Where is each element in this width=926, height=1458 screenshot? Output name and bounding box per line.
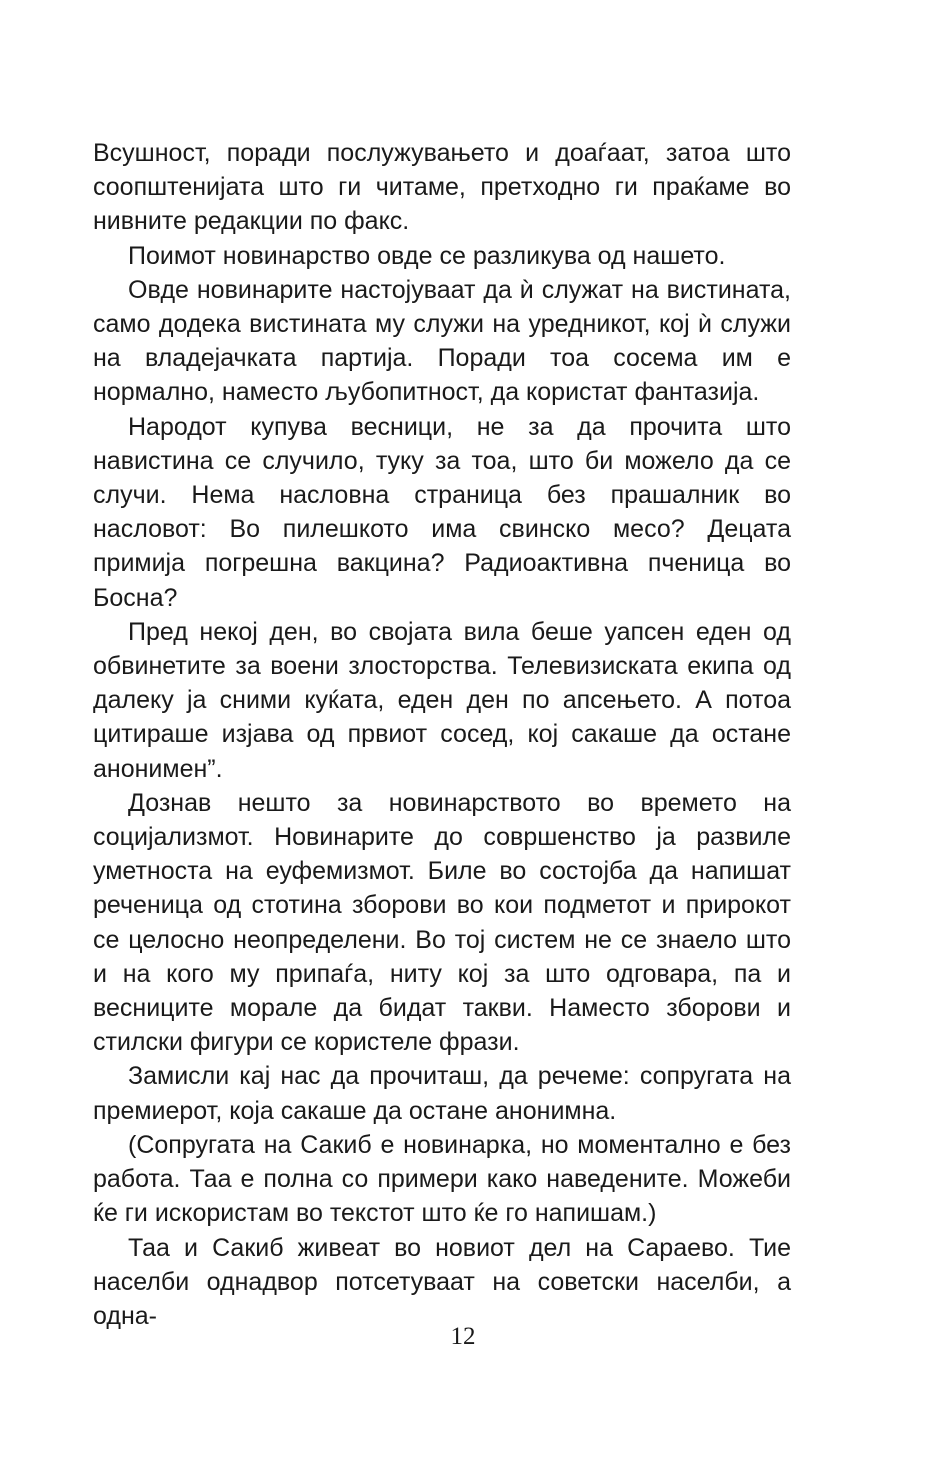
paragraph-6: Дознав нешто за новинарството во времето на социјализмот. Новинарите до совршенство ја развиле уметноста на еуфемизмот. Биле во состојба да напишат реченица од стотина зборови во кои подметот и прирокот се целосно неопределени. Во тој систем не се знаело што и на кого му припаѓа, ниту кој за што одговара, па и весниците морале да бидат такви. Наместо зборови и стилски фигури се користеле фрази.	[93, 788, 791, 1057]
paragraph-2: Поимот новинарство овде се разликува од нашето.	[128, 241, 726, 270]
paragraph-8: (Сопругата на Сакиб е новинарка, но моментално е без работа. Таа е полна со примери како наведените. Можеби ќе ги искористам во текстот што ќе го напишам.)	[93, 1130, 791, 1228]
paragraph-4: Народот купува весници, не за да прочита што навистина се случило, туку за тоа, што би можело да се случи. Нема насловна страница без прашалник во насловот: Во пилешкото има свинско месо? Децата примија погрешна вакцина? Радиоактивна пченица во Босна?	[93, 412, 791, 612]
paragraph-7: Замисли кај нас да прочиташ, да речеме: сопругата на премиерот, која сакаше да остане анонимна.	[93, 1062, 791, 1125]
paragraph-5: Пред некој ден, во својата вила беше уапсен еден од обвинетите за воени злосторства. Телевизиската екипа од далеку ја сними куќата, еден ден по апсењето. А потоа цитираше изјава од првиот сосед, кој сакаше да остане анонимен”.	[93, 617, 791, 783]
paragraph-1: Всушност, поради послужувањето и доаѓаат, затоа што соопштенијата што ги читаме, претходно ги праќаме во нивните редакции по факс.	[93, 139, 791, 236]
page-number: 12	[450, 1323, 476, 1350]
book-page-body	[93, 136, 791, 1333]
paragraph-3: Овде новинарите настојуваат да ѝ служат на вистината, само додека вистината му служи на уредникот, кој ѝ служи на владејачката партија. Поради тоа сосема им е нормално, наместо љубопитност, да користат фантазија.	[93, 275, 791, 407]
paragraph-9: Таа и Сакиб живеат во новиот дел на Сараево. Тие населби однадвор потсетуваат на советски населби, а одна-	[93, 1233, 791, 1330]
